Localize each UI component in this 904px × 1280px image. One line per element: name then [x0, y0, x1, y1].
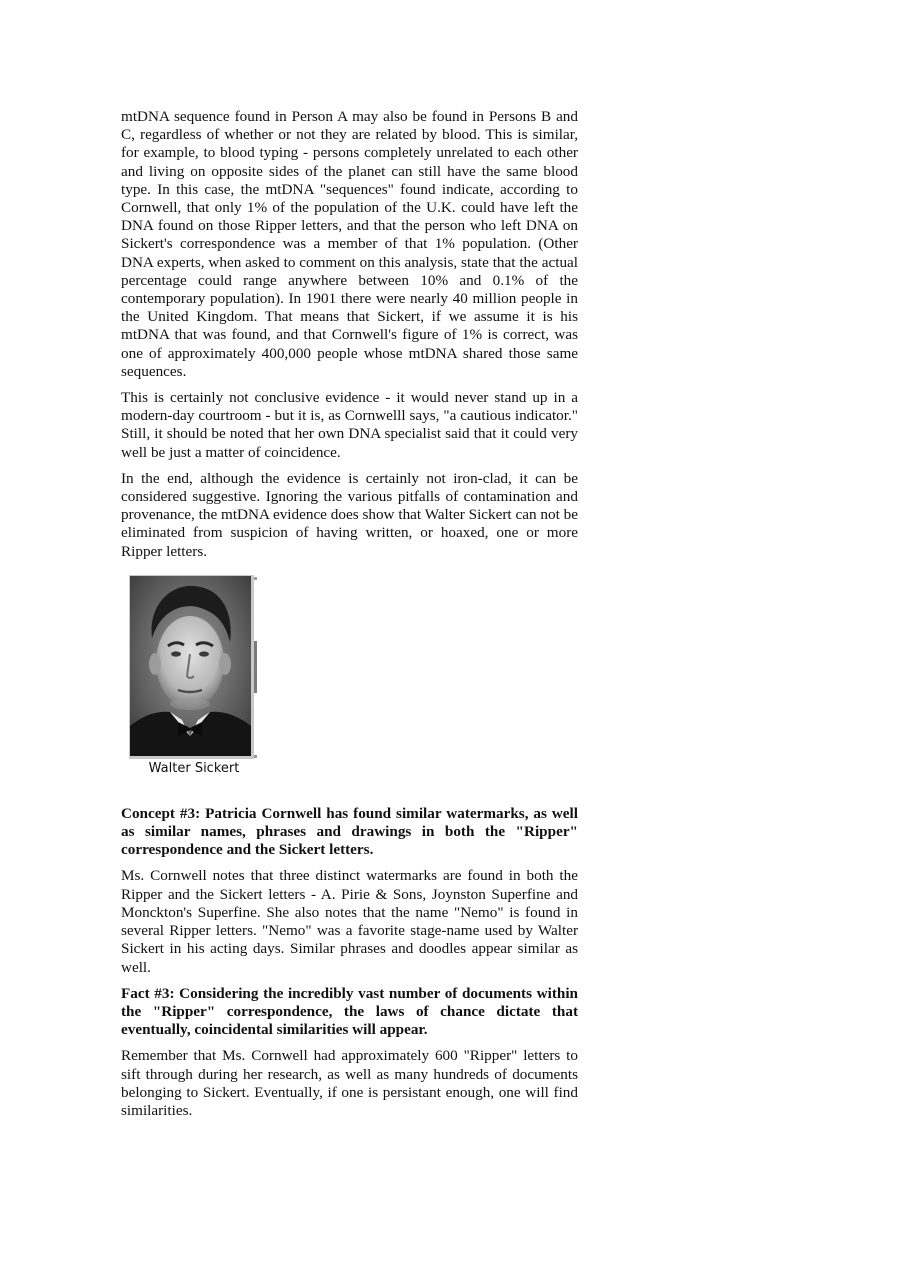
- frame-corner-mark: [254, 755, 257, 758]
- frame-edge-bar: [254, 641, 257, 693]
- fact-body: Remember that Ms. Cornwell had approximately 600 "Ripper" letters to sift through during her research, as well as many hundreds of documents belonging to Sickert. Eventually, if one is persistant enough, one will find similarities.: [121, 1047, 578, 1119]
- paragraph-mtdna-population: mtDNA sequence found in Person A may also be found in Persons B and C, regardless of whether or not they are related by blood. This is similar, for example, to blood typing - persons completely unrelated to each other and living on opposite sides of the planet can still have the same blood type. In this case, the mtDNA "sequences" found indicate, according to Cornwell, that only 1% of the population of the U.K. could have left the DNA found on those Ripper letters, and that the person who left DNA on Sickert's correspondence was a member of that 1% population. (Other DNA experts, when asked to comment on this analysis, state that the actual percentage could range anywhere between 10% and 0.1% of the contemporary population). In 1901 there were nearly 40 million people in the United Kingdom. That means that Sickert, if we assume it is his mtDNA that was found, and that Cornwell's figure of 1% is correct, was one of approximately 400,000 people whose mtDNA shared those same sequences.: [121, 108, 578, 380]
- concept-heading: Concept #3: Patricia Cornwell has found similar watermarks, as well as similar names, phrases and drawings in both the "Ripper" correspondence and the Sickert letters.: [121, 804, 578, 859]
- paragraph-cautious-indicator: This is certainly not conclusive evidence - it would never stand up in a modern-day courtroom - but it is, as Cornwelll says, "a cautious indicator." Still, it should be noted that her own DNA specialist said that it could very well be just a matter of coincidence.: [121, 389, 578, 461]
- portrait-photo: [130, 576, 251, 756]
- paragraph-conclusion: In the end, although the evidence is certainly not iron-clad, it can be considered suggestive. Ignoring the various pitfalls of contamination and provenance, the mtDNA evidence does show that Walter Sickert can not be eliminated from suspicion of having written, or hoaxed, one or more Ripper letters.: [121, 469, 578, 560]
- document-page: [121, 108, 578, 1128]
- concept-body: Ms. Cornwell notes that three distinct watermarks are found in both the Ripper and the Sickert letters - A. Pirie & Sons, Joynston Superfine and Monckton's Superfine. She also notes that the name "Nemo" is found in several Ripper letters. "Nemo" was a favorite stage-name used by Walter Sickert in his acting days. Similar phrases and doodles appear similar as well.: [121, 867, 578, 976]
- portrait-figure: [121, 575, 281, 775]
- photo-frame: [129, 575, 254, 759]
- figure-caption: Walter Sickert: [148, 760, 240, 776]
- fact-heading: Fact #3: Considering the incredibly vast number of documents within the "Ripper" correspondence, the laws of chance dictate that eventually, coincidental similarities will appear.: [121, 984, 578, 1039]
- frame-corner-mark: [254, 577, 257, 580]
